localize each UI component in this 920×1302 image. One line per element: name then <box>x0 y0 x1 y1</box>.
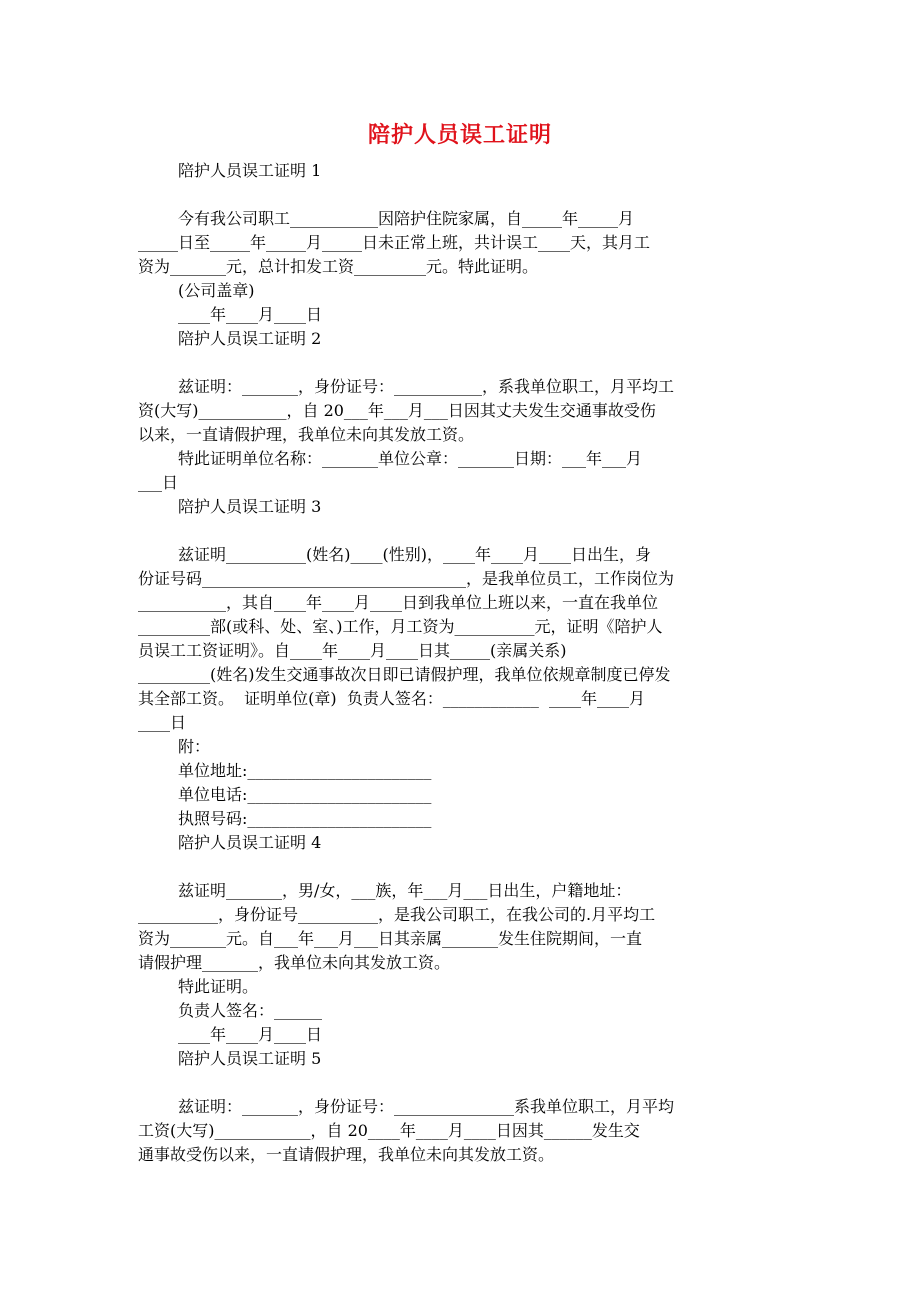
section-heading: 陪护人员误工证明 1 <box>178 161 322 180</box>
paragraph-line: 兹证明：_______，身份证号：___________，系我单位职工，月平均工 <box>178 377 675 396</box>
date-line: ____年____月____日 <box>178 305 323 324</box>
spacer <box>138 855 786 879</box>
paragraph-line: 资(大写)___________，自 20___年___月___日因其丈夫发生交通事故受伤 <box>138 401 656 420</box>
unit-phone-line: 单位电话:_______________________ <box>178 785 432 804</box>
paragraph-line: 特此证明单位名称：_______单位公章：_______日期：___年___月 <box>178 449 643 468</box>
paragraph-line: 今有我公司职工___________因陪护住院家属，自_____年_____月 <box>178 209 635 228</box>
date-line: ____年____月____日 <box>178 1025 323 1044</box>
paragraph-line: ___日 <box>138 473 179 492</box>
company-seal-line: (公司盖章) <box>178 281 255 300</box>
paragraph-line: 其全部工资。 证明单位(章) 负责人签名：____________ ____年____月 <box>138 689 646 708</box>
spacer <box>138 519 786 543</box>
paragraph-line: 资为_______元。自___年___月___日其亲属_______发生住院期间，一直 <box>138 929 643 948</box>
paragraph-line: 特此证明。 <box>178 977 259 996</box>
paragraph-line: 员误工工资证明》。自____年____月____日其_____(亲属关系) <box>138 641 567 660</box>
paragraph-line: 兹证明_______，男/女，___族，年___月___日出生，户籍地址： <box>178 881 632 900</box>
appendix-label: 附： <box>178 737 211 756</box>
paragraph-line: 工资(大写)____________，自 20____年____月____日因其______发生交 <box>138 1121 640 1140</box>
section-heading: 陪护人员误工证明 2 <box>178 329 322 348</box>
paragraph-line: 以来，一直请假护理，我单位未向其发放工资。 <box>138 425 475 444</box>
spacer <box>138 351 786 375</box>
paragraph-line: 份证号码_________________________________，是我单位员工，工作岗位为 <box>138 569 675 588</box>
spacer <box>138 1071 786 1095</box>
license-number-line: 执照号码:_______________________ <box>178 809 432 828</box>
spacer <box>138 183 786 207</box>
section-heading: 陪护人员误工证明 4 <box>178 833 322 852</box>
paragraph-line: ____日 <box>138 713 187 732</box>
paragraph-line: _________(姓名)发生交通事故次日即已请假护理，我单位依规章制度已停发 <box>138 665 671 684</box>
paragraph-line: 请假护理_______，我单位未向其发放工资。 <box>138 953 451 972</box>
section-heading: 陪护人员误工证明 5 <box>178 1049 322 1068</box>
signature-line: 负责人签名：______ <box>178 1001 323 1020</box>
paragraph-line: ___________，其自____年____月____日到我单位上班以来，一直在我单位 <box>138 593 659 612</box>
paragraph-line: _____日至_____年_____月_____日未正常上班，共计误工____天，其月工 <box>138 233 651 252</box>
unit-address-line: 单位地址:_______________________ <box>178 761 432 780</box>
paragraph-line: __________，身份证号__________，是我公司职工，在我公司的.月平均工 <box>138 905 656 924</box>
paragraph-line: _________部(或科、处、室、)工作，月工资为__________元，证明《陪护人 <box>138 617 663 636</box>
paragraph-line: 资为_______元，总计扣发工资_________元。特此证明。 <box>138 257 539 276</box>
document-title: 陪护人员误工证明 <box>367 122 552 148</box>
paragraph-line: 通事故受伤以来，一直请假护理，我单位未向其发放工资。 <box>138 1145 555 1164</box>
section-heading: 陪护人员误工证明 3 <box>178 497 322 516</box>
paragraph-line: 兹证明__________(姓名)____(性别)，____年____月____日出生，身 <box>178 545 651 564</box>
document-body <box>138 159 786 1167</box>
paragraph-line: 兹证明：_______，身份证号：_______________系我单位职工，月平均 <box>178 1097 675 1116</box>
